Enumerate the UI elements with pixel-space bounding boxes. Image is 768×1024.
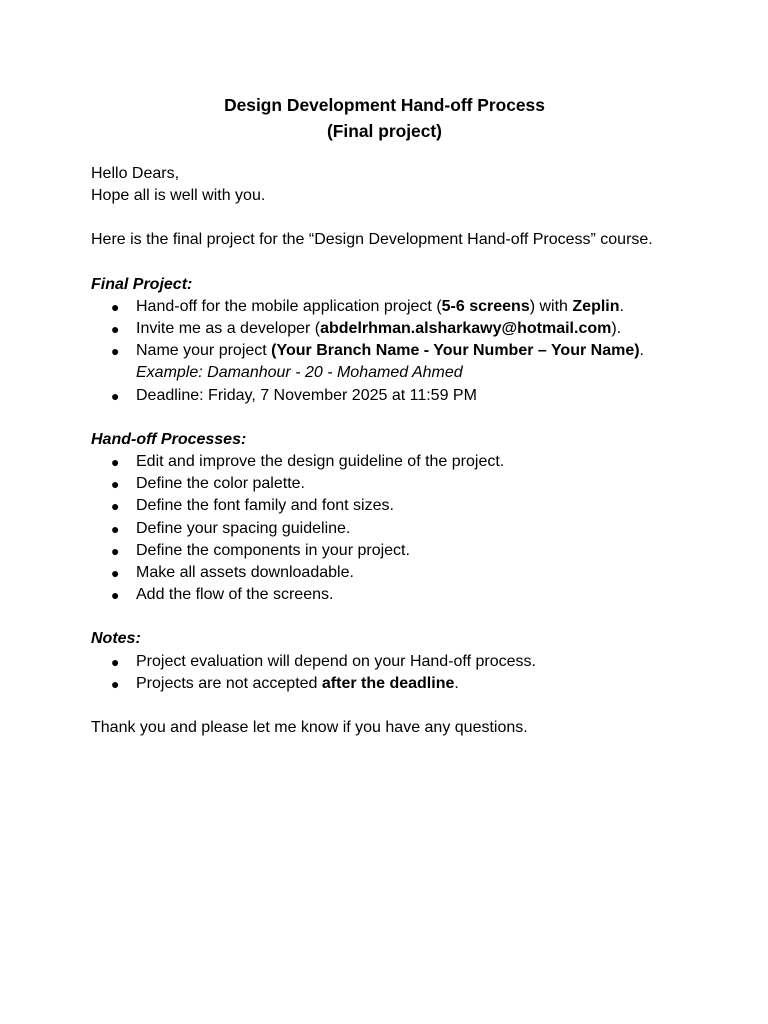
- developer-email: abdelrhman.alsharkawy@hotmail.com: [320, 320, 612, 338]
- bullet-icon: ●: [111, 454, 120, 471]
- list-item: ● Define the components in your project.: [91, 540, 678, 562]
- final-project-heading: Final Project:: [91, 275, 193, 293]
- final-project-list: [91, 296, 678, 407]
- greeting-line-1: Hello Dears,: [91, 165, 180, 182]
- deadline-text: Deadline: Friday, 7 November 2025 at 11:59 PM: [136, 386, 477, 404]
- bullet-icon: ●: [111, 565, 120, 582]
- bullet-icon: ●: [111, 298, 120, 315]
- notes-list: [91, 651, 678, 695]
- list-item: ● Define your spacing guideline.: [91, 518, 678, 540]
- list-item: ● Define the font family and font sizes.: [91, 495, 678, 517]
- deadline-warning: after the deadline: [321, 674, 455, 692]
- project-name-format: (Your Branch Name - Your Number – Your Name): [271, 342, 640, 360]
- bullet-icon: ●: [111, 587, 120, 604]
- bullet-icon: ●: [111, 653, 120, 670]
- list-item: [91, 385, 678, 407]
- list-item: ● Project evaluation will depend on your Hand-off process.: [91, 651, 678, 673]
- bullet-icon: ●: [111, 387, 120, 404]
- list-item: ● Invite me as a developer (abdelrhman.alsharkawy@hotmail.com).: [91, 318, 678, 340]
- bullet-icon: ●: [111, 675, 120, 692]
- list-item: ● Projects are not accepted after the deadline.: [91, 673, 678, 695]
- tool-name: Zeplin: [572, 297, 620, 315]
- handoff-processes-list: [91, 451, 678, 606]
- greeting-line-2: Hope all is well with you.: [91, 187, 266, 205]
- bullet-icon: ●: [111, 498, 120, 515]
- intro-paragraph: Here is the final project for the “Design Development Hand-off Process” course.: [91, 231, 653, 249]
- bullet-icon: ●: [111, 542, 120, 559]
- list-item: ● Edit and improve the design guideline of the project.: [91, 451, 678, 473]
- notes-heading: Notes:: [91, 630, 141, 648]
- list-item: ● Add the flow of the screens.: [91, 584, 678, 606]
- project-name-example: Example: Damanhour - 20 - Mohamed Ahmed: [136, 364, 463, 382]
- list-item: ● Hand-off for the mobile application project (5-6 screens) with Zeplin.: [91, 296, 678, 318]
- list-item: ● Define the color palette.: [91, 473, 678, 495]
- bullet-icon: ●: [111, 476, 120, 493]
- bullet-icon: ●: [111, 520, 120, 537]
- screens-count: 5-6 screens: [441, 297, 530, 315]
- list-item: ● Name your project (Your Branch Name - Your Number – Your Name). Example: Damanhour - 20 - Mohamed Ahmed: [91, 340, 678, 384]
- closing-paragraph: Thank you and please let me know if you have any questions.: [91, 719, 528, 737]
- bullet-icon: ●: [111, 321, 120, 338]
- title-line-2: (Final project): [327, 121, 442, 141]
- document-title: [91, 92, 678, 144]
- bullet-icon: ●: [111, 343, 120, 360]
- title-line-1: Design Development Hand-off Process: [224, 95, 545, 115]
- list-item: ● Make all assets downloadable.: [91, 562, 678, 584]
- handoff-processes-heading: Hand-off Processes:: [91, 430, 247, 448]
